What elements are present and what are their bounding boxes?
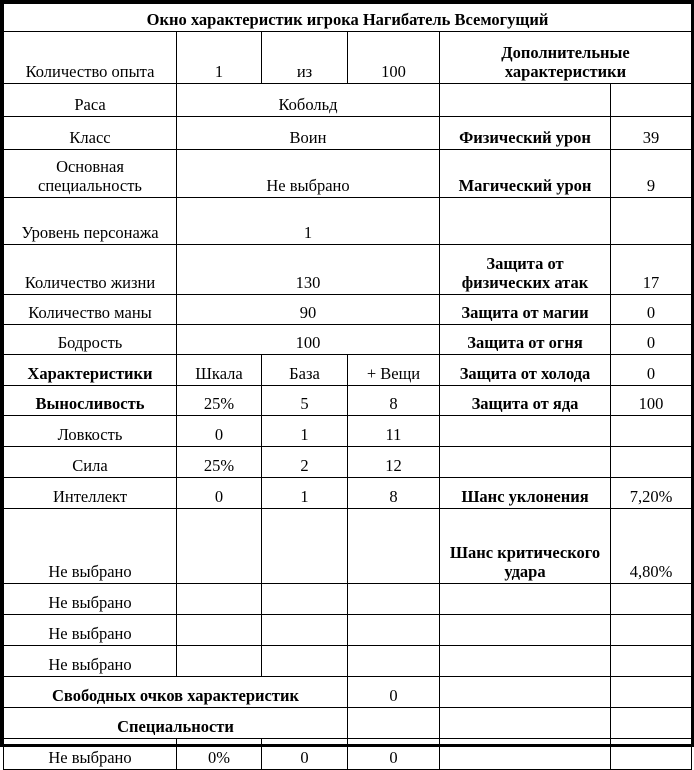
extra-stat-value-magic-damage: 9 <box>611 150 692 198</box>
attributes-header-items: + Вещи <box>348 355 440 386</box>
extra-value-empty-8 <box>611 677 692 708</box>
empty-slot-items-3 <box>348 615 440 646</box>
class-value: Воин <box>177 117 440 150</box>
main-specialty-label: Основная специальность <box>4 150 177 198</box>
empty-slot-scale-4 <box>177 646 262 677</box>
table-row-race <box>4 84 692 117</box>
attribute-items-endurance: 8 <box>348 386 440 416</box>
extra-label-empty-4 <box>440 447 611 478</box>
extra-label-empty-7 <box>440 646 611 677</box>
table-row-empty-slot <box>4 509 692 584</box>
race-value: Кобольд <box>177 84 440 117</box>
extra-stat-label-fire-defense: Защита от огня <box>440 325 611 355</box>
experience-of-label: из <box>262 32 348 84</box>
table-row-empty-slot <box>4 584 692 615</box>
attribute-name-endurance: Выносливость <box>4 386 177 416</box>
specialties-header-spacer <box>348 708 440 739</box>
attribute-name-strength: Сила <box>4 447 177 478</box>
table-row-free-points <box>4 677 692 708</box>
table-row-mana <box>4 295 692 325</box>
attribute-base-agility: 1 <box>262 416 348 447</box>
empty-slot-name-2: Не выбрано <box>4 584 177 615</box>
extra-stat-label-physical-damage: Физический урон <box>440 117 611 150</box>
free-points-label: Свободных очков характеристик <box>4 677 348 708</box>
specialty-items-1: 0 <box>348 739 440 770</box>
extra-stat-value-physical-damage: 39 <box>611 117 692 150</box>
extra-stat-value-fire-defense: 0 <box>611 325 692 355</box>
table-row-attribute <box>4 386 692 416</box>
race-label: Раса <box>4 84 177 117</box>
table-row-attributes-header <box>4 355 692 386</box>
experience-current-value: 1 <box>177 32 262 84</box>
extra-value-empty-5 <box>611 584 692 615</box>
extra-stat-label-magic-damage: Магический урон <box>440 150 611 198</box>
character-stats-table <box>3 3 692 770</box>
attribute-items-intellect: 8 <box>348 478 440 509</box>
attribute-scale-endurance: 25% <box>177 386 262 416</box>
mana-label: Количество маны <box>4 295 177 325</box>
empty-slot-scale-3 <box>177 615 262 646</box>
mana-value: 90 <box>177 295 440 325</box>
empty-slot-name-3: Не выбрано <box>4 615 177 646</box>
attribute-scale-intellect: 0 <box>177 478 262 509</box>
attribute-scale-strength: 25% <box>177 447 262 478</box>
empty-slot-name-1: Не выбрано <box>4 509 177 584</box>
empty-slot-name-4: Не выбрано <box>4 646 177 677</box>
health-value: 130 <box>177 245 440 295</box>
extra-label-empty-2 <box>440 198 611 245</box>
specialty-name-1: Не выбрано <box>4 739 177 770</box>
extra-label-empty-3 <box>440 416 611 447</box>
specialty-scale-1: 0% <box>177 739 262 770</box>
extra-stat-label-cold-defense: Защита от холода <box>440 355 611 386</box>
table-row-empty-slot <box>4 615 692 646</box>
table-row-empty-slot <box>4 646 692 677</box>
table-row-specialties-header <box>4 708 692 739</box>
empty-slot-base-3 <box>262 615 348 646</box>
extra-label-empty-5 <box>440 584 611 615</box>
attribute-base-strength: 2 <box>262 447 348 478</box>
attribute-base-endurance: 5 <box>262 386 348 416</box>
table-row-level <box>4 198 692 245</box>
level-value: 1 <box>177 198 440 245</box>
extra-stat-value-dodge-chance: 7,20% <box>611 478 692 509</box>
empty-slot-items-2 <box>348 584 440 615</box>
attribute-items-strength: 12 <box>348 447 440 478</box>
empty-slot-items-1 <box>348 509 440 584</box>
extra-stat-value-poison-defense: 100 <box>611 386 692 416</box>
table-row-health <box>4 245 692 295</box>
table-row-title <box>4 4 692 32</box>
table-row-class <box>4 117 692 150</box>
attributes-header-label: Характеристики <box>4 355 177 386</box>
empty-slot-scale-2 <box>177 584 262 615</box>
extra-value-empty-9 <box>611 708 692 739</box>
extra-stat-label-magic-defense: Защита от магии <box>440 295 611 325</box>
vigor-label: Бодрость <box>4 325 177 355</box>
extra-value-empty-1 <box>611 84 692 117</box>
attributes-header-base: База <box>262 355 348 386</box>
extra-stat-label-crit-chance: Шанс критического удара <box>440 509 611 584</box>
extra-value-empty-3 <box>611 416 692 447</box>
free-points-value: 0 <box>348 677 440 708</box>
specialty-base-1: 0 <box>262 739 348 770</box>
experience-max-value: 100 <box>348 32 440 84</box>
extra-value-empty-7 <box>611 646 692 677</box>
extra-value-empty-4 <box>611 447 692 478</box>
extra-label-empty-9 <box>440 708 611 739</box>
extra-stat-value-magic-defense: 0 <box>611 295 692 325</box>
empty-slot-items-4 <box>348 646 440 677</box>
specialties-header: Специальности <box>4 708 348 739</box>
attribute-base-intellect: 1 <box>262 478 348 509</box>
table-row-vigor <box>4 325 692 355</box>
empty-slot-base-1 <box>262 509 348 584</box>
extra-characteristics-header: Дополнительные характеристики <box>440 32 692 84</box>
attribute-name-agility: Ловкость <box>4 416 177 447</box>
attributes-header-scale: Шкала <box>177 355 262 386</box>
extra-value-empty-6 <box>611 615 692 646</box>
table-row-experience <box>4 32 692 84</box>
extra-label-empty-8 <box>440 677 611 708</box>
table-row-specialty <box>4 739 692 770</box>
extra-stat-label-dodge-chance: Шанс уклонения <box>440 478 611 509</box>
extra-label-empty-6 <box>440 615 611 646</box>
attribute-scale-agility: 0 <box>177 416 262 447</box>
extra-stat-label-poison-defense: Защита от яда <box>440 386 611 416</box>
table-row-main-specialty <box>4 150 692 198</box>
experience-label: Количество опыта <box>4 32 177 84</box>
empty-slot-scale-1 <box>177 509 262 584</box>
empty-slot-base-2 <box>262 584 348 615</box>
extra-value-empty-10 <box>611 739 692 770</box>
extra-stat-value-cold-defense: 0 <box>611 355 692 386</box>
empty-slot-base-4 <box>262 646 348 677</box>
extra-value-empty-2 <box>611 198 692 245</box>
extra-stat-value-physical-defense: 17 <box>611 245 692 295</box>
table-row-attribute <box>4 447 692 478</box>
table-row-attribute <box>4 416 692 447</box>
attribute-items-agility: 11 <box>348 416 440 447</box>
attribute-name-intellect: Интеллект <box>4 478 177 509</box>
extra-stat-label-physical-defense: Защита от физических атак <box>440 245 611 295</box>
extra-stat-value-crit-chance: 4,80% <box>611 509 692 584</box>
extra-label-empty-1 <box>440 84 611 117</box>
table-row-attribute <box>4 478 692 509</box>
extra-label-empty-10 <box>440 739 611 770</box>
vigor-value: 100 <box>177 325 440 355</box>
level-label: Уровень персонажа <box>4 198 177 245</box>
main-specialty-value: Не выбрано <box>177 150 440 198</box>
window-title: Окно характеристик игрока Нагибатель Всемогущий <box>4 4 692 32</box>
health-label: Количество жизни <box>4 245 177 295</box>
class-label: Класс <box>4 117 177 150</box>
